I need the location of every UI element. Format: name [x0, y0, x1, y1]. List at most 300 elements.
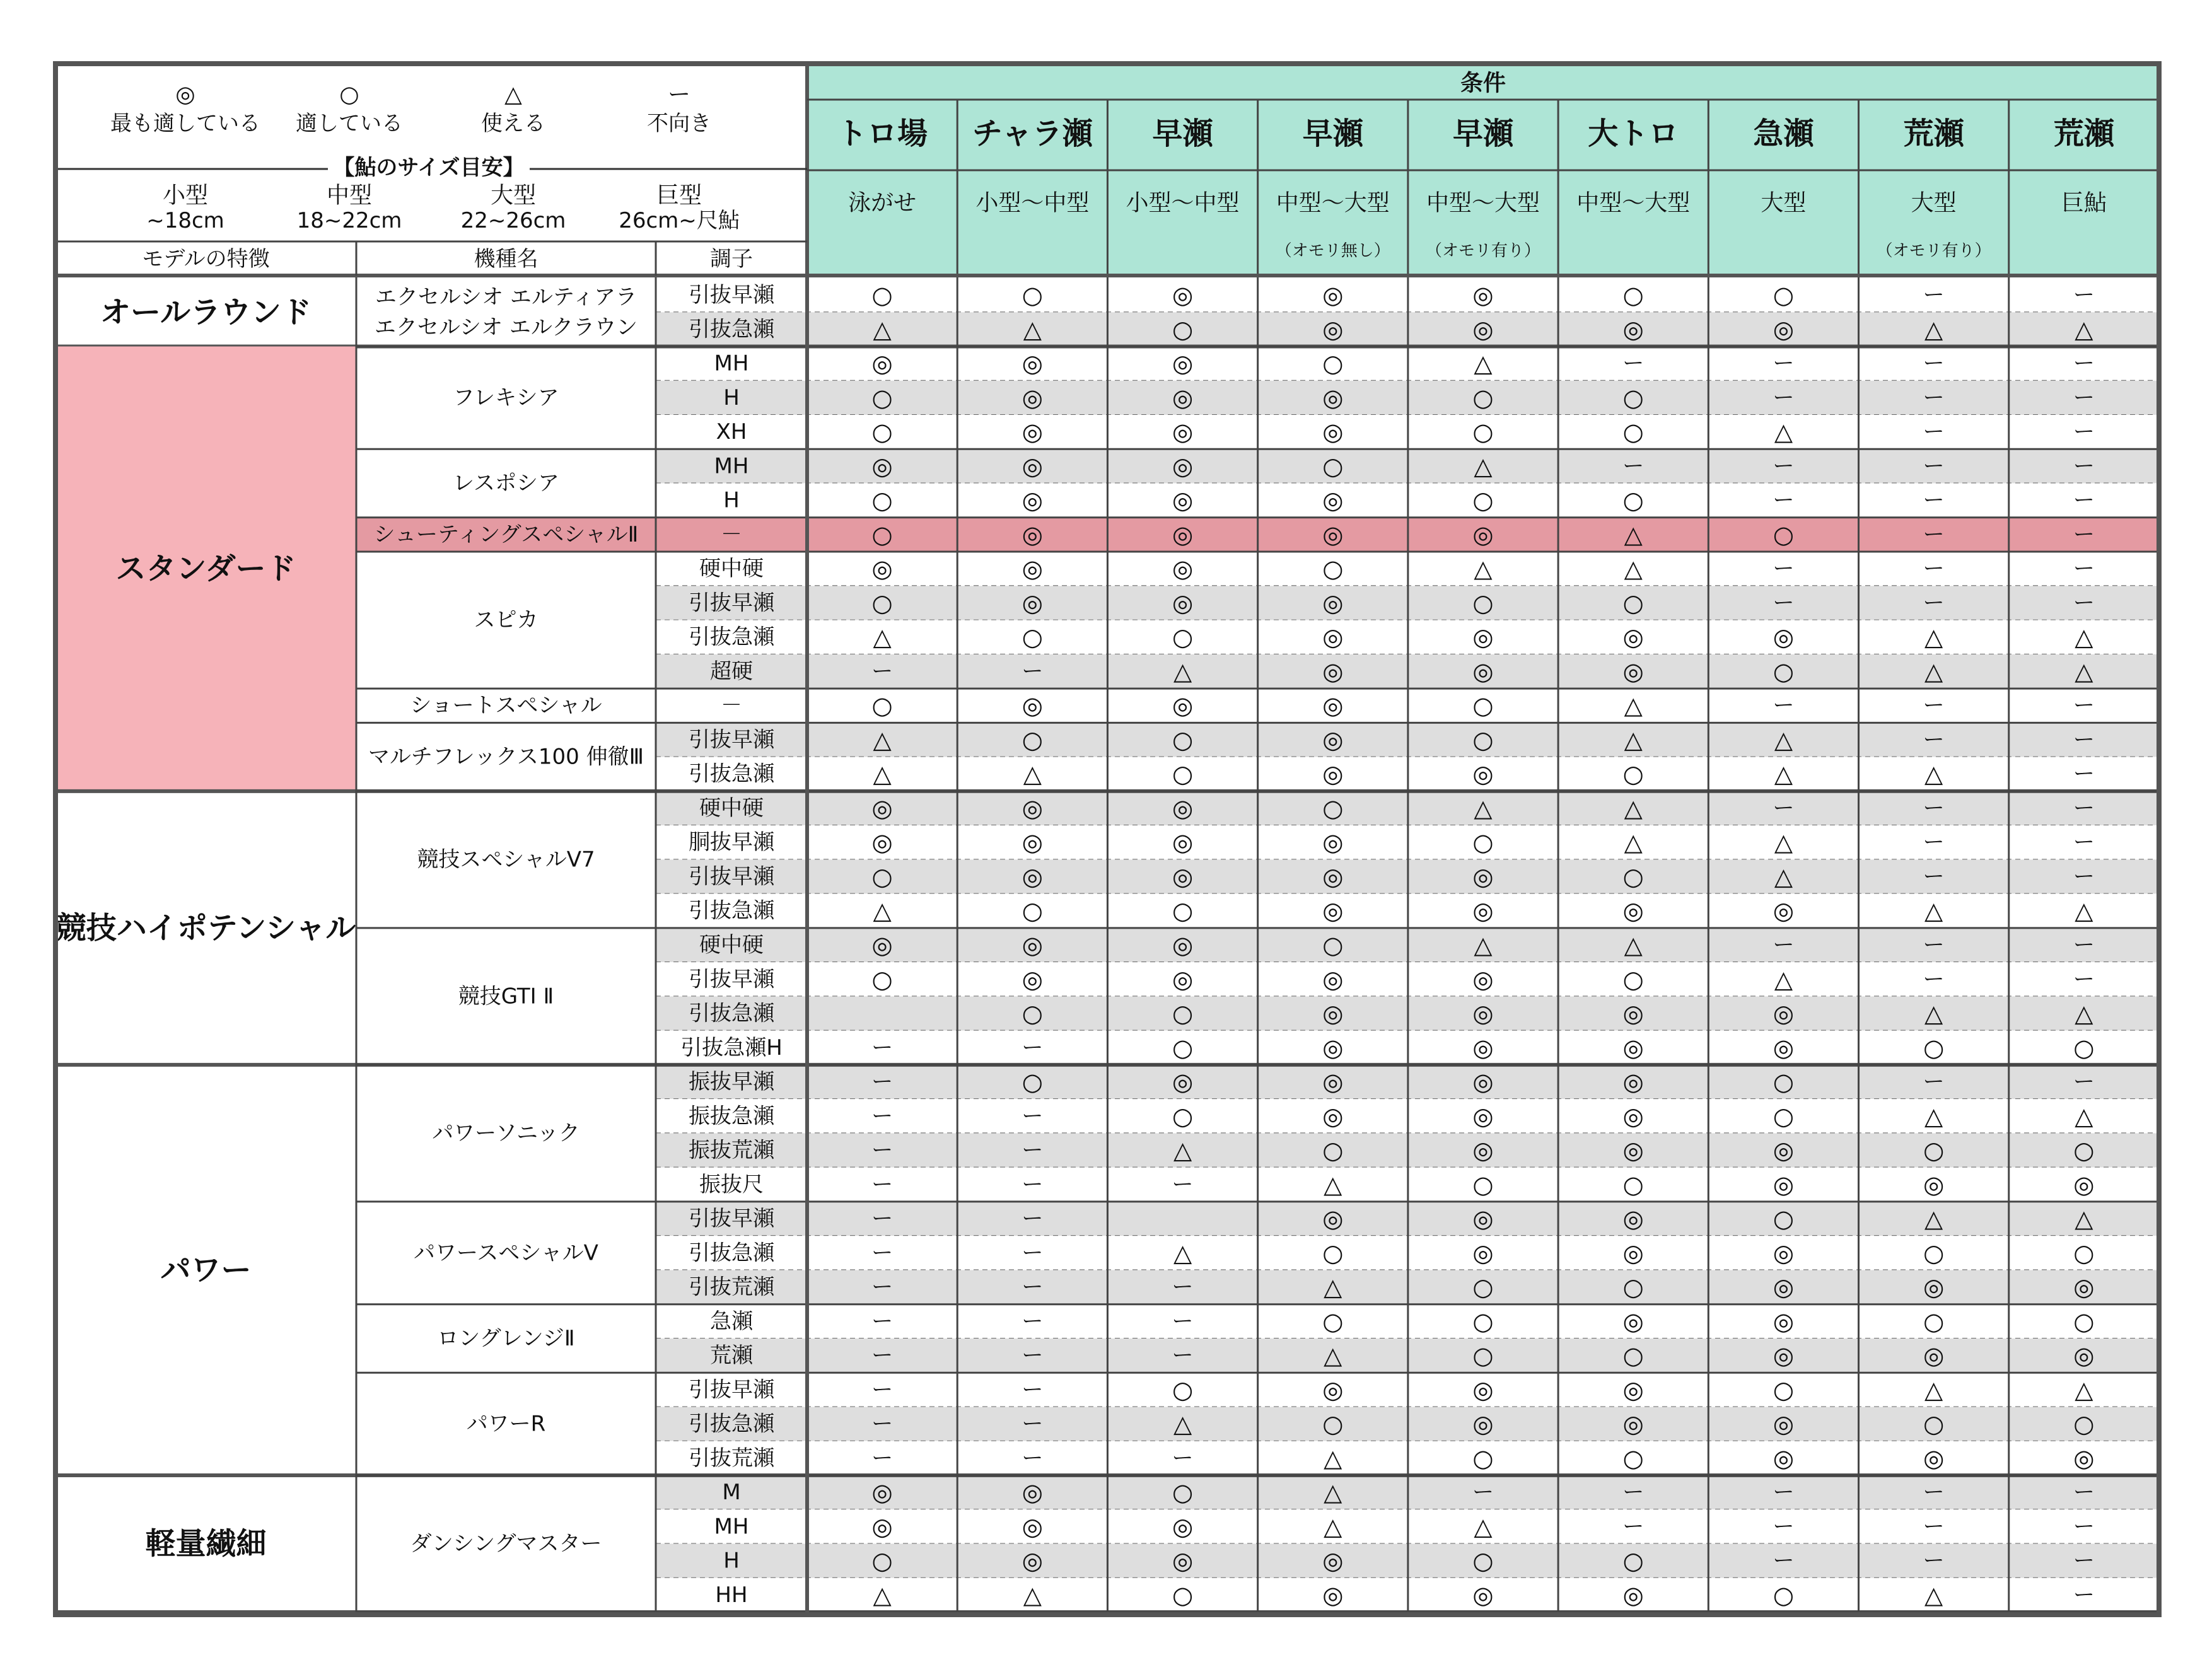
mark-dash: ー [2073, 556, 2095, 582]
action-label: 引抜急瀬 [689, 1001, 774, 1026]
mark-dash: ー [2073, 282, 2095, 308]
mark-dash: ー [1923, 453, 1945, 479]
mark-circle: ○ [1773, 1068, 1795, 1096]
mark-circle: ○ [1322, 1239, 1344, 1267]
mark-circle: ○ [1172, 1581, 1194, 1609]
mark-circle: ○ [1022, 999, 1043, 1028]
mark-dash: ー [1172, 1343, 1194, 1369]
mark-double-circle: ◎ [1773, 897, 1795, 925]
mark-dash: ー [1022, 1240, 1044, 1266]
mark-double-circle: ◎ [1773, 1342, 1795, 1370]
condition-name: 急瀬 [1753, 116, 1814, 151]
condition-note: （オモリ有り） [1876, 241, 1991, 260]
mark-triangle: △ [1924, 1376, 1943, 1404]
mark-double-circle: ◎ [2073, 1273, 2095, 1301]
mark-dash: ー [1923, 590, 1945, 616]
category-name: パワー [160, 1252, 252, 1288]
condition-name: 荒瀬 [1903, 116, 1964, 151]
mark-circle: ○ [1322, 349, 1344, 378]
mark-dash: ー [1773, 351, 1795, 376]
mark-dash: ー [2073, 795, 2095, 821]
mark-double-circle: ◎ [1472, 1205, 1494, 1233]
mark-double-circle: ◎ [1022, 1478, 1043, 1507]
mark-double-circle: ◎ [1622, 1205, 1644, 1233]
mark-triangle: △ [2075, 623, 2093, 651]
mark-circle: ○ [1622, 281, 1644, 310]
mark-double-circle: ◎ [1322, 486, 1344, 514]
mark-dash: ー [1923, 385, 1945, 410]
model-name-line: エクセルシオ エルクラウン [374, 315, 638, 340]
mark-triangle: △ [1023, 1581, 1042, 1609]
mark-double-circle: ◎ [1172, 692, 1194, 720]
mark-circle: ○ [2073, 1307, 2095, 1335]
model-name [453, 471, 559, 496]
size-name: 小型 [162, 182, 209, 209]
action-label: 引抜急瀬 [689, 898, 774, 924]
mark-triangle: △ [1924, 1205, 1943, 1233]
model-name-line: シューティングスペシャルⅡ [373, 521, 639, 547]
mark-triangle: △ [1924, 1581, 1943, 1609]
mark-double-circle: ◎ [1773, 999, 1795, 1028]
condition-name: 早瀬 [1452, 116, 1514, 151]
mark-double-circle: ◎ [1322, 315, 1344, 344]
mark-triangle: △ [1624, 520, 1643, 549]
mark-triangle: △ [1924, 315, 1943, 344]
mark-dash: ー [871, 1274, 894, 1300]
mark-double-circle: ◎ [1773, 315, 1795, 344]
condition-size: 中型～大型 [1576, 190, 1691, 216]
mark-triangle: △ [1774, 965, 1793, 994]
mark-circle: ○ [1622, 1170, 1644, 1199]
size-range: ~18cm [146, 208, 224, 233]
mark-dash: ー [1172, 1308, 1194, 1334]
mark-circle: ○ [871, 520, 893, 549]
mark-circle: ○ [1022, 1068, 1043, 1096]
col-header-feature: モデルの特徴 [142, 247, 270, 272]
mark-circle: ○ [1472, 1307, 1494, 1335]
mark-dash: ー [871, 1308, 894, 1334]
mark-circle: ○ [1472, 418, 1494, 446]
mark-double-circle: ◎ [871, 1513, 893, 1541]
mark-circle: ○ [1622, 1342, 1644, 1370]
mark-double-circle: ◎ [1022, 965, 1043, 994]
mark-triangle: △ [873, 726, 892, 754]
mark-circle: ○ [871, 965, 893, 994]
mark-triangle: △ [1173, 1410, 1192, 1438]
model-name [467, 1412, 546, 1437]
mark-double-circle: ◎ [1622, 1136, 1644, 1164]
mark-double-circle: ◎ [1622, 1068, 1644, 1096]
mark-double-circle: ◎ [1472, 1102, 1494, 1130]
mark-dash: ー [1773, 795, 1795, 821]
mark-circle: ○ [1773, 520, 1795, 549]
mark-dash: ー [1923, 1069, 1945, 1095]
action-label: 引抜早瀬 [689, 1377, 774, 1403]
mark-circle: ○ [1923, 1307, 1945, 1335]
mark-double-circle: ◎ [1322, 897, 1344, 925]
mark-double-circle: ◎ [1172, 1513, 1194, 1541]
mark-double-circle: ◎ [1322, 1581, 1344, 1609]
mark-triangle: △ [1624, 931, 1643, 959]
mark-circle: ○ [1622, 1547, 1644, 1575]
mark-dash: ー [1923, 693, 1945, 719]
action-label: 振抜荒瀬 [689, 1137, 774, 1163]
mark-triangle: △ [1474, 349, 1493, 378]
mark-dash: ー [1923, 1480, 1945, 1506]
mark-circle: ○ [1322, 1136, 1344, 1164]
mark-dash: ー [1622, 453, 1644, 479]
mark-dash: ー [1022, 1411, 1044, 1437]
action-label: 引抜急瀬 [689, 761, 774, 787]
mark-circle: ○ [871, 418, 893, 446]
mark-double-circle: ◎ [1022, 520, 1043, 549]
mark-dash: ー [1022, 1103, 1044, 1129]
mark-dash: ー [871, 1343, 894, 1369]
mark-circle: ○ [1172, 999, 1194, 1028]
size-range: 22~26cm [460, 208, 566, 233]
mark-circle: ○ [1472, 726, 1494, 754]
mark-dash: ー [2073, 1069, 2095, 1095]
mark-dash: ー [871, 1171, 894, 1197]
model-name [474, 608, 538, 633]
mark-double-circle: ◎ [1472, 965, 1494, 994]
mark-dash: ー [1773, 487, 1795, 513]
mark-double-circle: ◎ [1622, 1102, 1644, 1130]
mark-double-circle: ◎ [1322, 692, 1344, 720]
mark-circle: ○ [1472, 828, 1494, 857]
mark-double-circle: ◎ [1322, 726, 1344, 754]
mark-circle: ○ [1622, 486, 1644, 514]
model-name-line: ロングレンジⅡ [437, 1325, 575, 1351]
model-name-line: エクセルシオ エルティアラ [375, 284, 637, 310]
mark-circle: ○ [1172, 315, 1194, 344]
mark-double-circle: ◎ [1022, 555, 1043, 583]
action-label: H [723, 487, 740, 513]
mark-circle: ○ [1472, 486, 1494, 514]
model-name-line: 競技GTI Ⅱ [458, 984, 554, 1009]
mark-dash: ー [1923, 419, 1945, 445]
mark-dash: ー [1773, 1548, 1795, 1574]
action-label: 引抜急瀬 [689, 624, 774, 650]
mark-dash: ー [2073, 693, 2095, 719]
mark-triangle: △ [1173, 657, 1192, 685]
mark-circle: ○ [1022, 726, 1043, 754]
mark-double-circle: ◎ [1022, 383, 1043, 412]
mark-triangle: △ [1774, 862, 1793, 891]
mark-double-circle: ◎ [1472, 760, 1494, 788]
mark-double-circle: ◎ [1773, 623, 1795, 651]
mark-dash: ー [2073, 590, 2095, 616]
mark-dash: ー [1022, 1308, 1044, 1334]
action-label: MH [714, 351, 749, 376]
mark-double-circle: ◎ [1773, 1033, 1795, 1062]
mark-double-circle: ◎ [1022, 692, 1043, 720]
category-name: スタンダード [115, 551, 296, 587]
mark-double-circle: ◎ [1022, 589, 1043, 617]
legend-symbol: △ [504, 81, 522, 108]
mark-triangle: △ [873, 315, 892, 344]
mark-double-circle: ◎ [1622, 1033, 1644, 1062]
mark-circle: ○ [1472, 1170, 1494, 1199]
mark-triangle: △ [873, 623, 892, 651]
model-name [374, 522, 639, 547]
condition-name: 早瀬 [1302, 116, 1363, 151]
mark-triangle: △ [1624, 828, 1643, 857]
action-label: 引抜急瀬 [689, 316, 774, 342]
mark-triangle: △ [2075, 897, 2093, 925]
mark-double-circle: ◎ [871, 828, 893, 857]
mark-dash: ー [2073, 830, 2095, 856]
mark-dash: ー [1923, 864, 1945, 890]
model-name [414, 1240, 598, 1265]
mark-dash: ー [1923, 830, 1945, 856]
mark-circle: ○ [1773, 281, 1795, 310]
mark-circle: ○ [1322, 794, 1344, 822]
action-label: 引抜早瀬 [689, 727, 774, 753]
mark-circle: ○ [2073, 1136, 2095, 1164]
mark-circle: ○ [1322, 931, 1344, 959]
mark-triangle: △ [1324, 1273, 1342, 1301]
model-name-line: パワースペシャルⅤ [414, 1240, 598, 1266]
mark-triangle: △ [1624, 794, 1643, 822]
mark-double-circle: ◎ [1472, 862, 1494, 891]
action-label: 引抜早瀬 [689, 864, 774, 890]
mark-double-circle: ◎ [1322, 999, 1344, 1028]
mark-circle: ○ [1773, 1102, 1795, 1130]
mark-circle: ○ [871, 383, 893, 412]
mark-double-circle: ◎ [1172, 383, 1194, 412]
mark-dash: ー [1022, 1137, 1044, 1163]
mark-dash: ー [2073, 351, 2095, 376]
action-label: 引抜急瀬 [689, 1240, 774, 1266]
mark-triangle: △ [1474, 794, 1493, 822]
legend-label: 適している [296, 111, 403, 136]
condition-size: 泳がせ [848, 190, 917, 216]
mark-triangle: △ [1324, 1170, 1342, 1199]
mark-double-circle: ◎ [1773, 1410, 1795, 1438]
mark-circle: ○ [1923, 1136, 1945, 1164]
mark-double-circle: ◎ [1172, 1068, 1194, 1096]
action-label: 荒瀬 [710, 1343, 753, 1369]
action-label: 引抜急瀬 [689, 1411, 774, 1437]
mark-dash: ー [871, 1206, 894, 1232]
mark-double-circle: ◎ [1322, 1102, 1344, 1130]
action-label: M [722, 1480, 741, 1506]
action-label: 引抜急瀬H [680, 1035, 783, 1060]
mark-circle: ○ [1172, 1376, 1194, 1404]
mark-circle: ○ [871, 1547, 893, 1575]
size-range: 26cm~尺鮎 [619, 208, 740, 233]
action-label: 引抜早瀬 [689, 967, 774, 992]
mark-dash: ー [871, 1377, 894, 1403]
mark-triangle: △ [1324, 1478, 1342, 1507]
model-name-line: ショートスペシャル [410, 693, 602, 719]
mark-dash: ー [1022, 1171, 1044, 1197]
mark-dash: ー [871, 1069, 894, 1095]
mark-circle: ○ [1322, 1410, 1344, 1438]
mark-dash: ー [2073, 761, 2095, 787]
mark-double-circle: ◎ [1322, 1068, 1344, 1096]
mark-triangle: △ [1474, 452, 1493, 480]
mark-dash: ー [1472, 1480, 1494, 1506]
condition-name: 早瀬 [1152, 116, 1213, 151]
mark-triangle: △ [1924, 999, 1943, 1028]
mark-dash: ー [1923, 1548, 1945, 1574]
mark-circle: ○ [1172, 1033, 1194, 1062]
mark-double-circle: ◎ [1622, 1239, 1644, 1267]
model-name [417, 847, 595, 872]
mark-triangle: △ [1924, 657, 1943, 685]
mark-double-circle: ◎ [1022, 418, 1043, 446]
mark-triangle: △ [1774, 726, 1793, 754]
model-name [458, 984, 554, 1009]
col-header-name: 機種名 [474, 247, 538, 272]
mark-circle: ○ [1622, 1444, 1644, 1472]
mark-triangle: △ [1774, 828, 1793, 857]
mark-double-circle: ◎ [2073, 1170, 2095, 1199]
mark-double-circle: ◎ [1322, 520, 1344, 549]
mark-double-circle: ◎ [1172, 862, 1194, 891]
mark-dash: ー [2073, 1548, 2095, 1574]
mark-double-circle: ◎ [1923, 1273, 1945, 1301]
mark-dash: ー [1022, 1206, 1044, 1232]
mark-double-circle: ◎ [1322, 828, 1344, 857]
model-name [410, 1531, 602, 1556]
mark-double-circle: ◎ [1472, 1410, 1494, 1438]
mark-double-circle: ◎ [871, 794, 893, 822]
mark-dash: ー [1773, 453, 1795, 479]
mark-double-circle: ◎ [1172, 1547, 1194, 1575]
condition-size: 大型 [1761, 190, 1807, 216]
mark-circle: ○ [1923, 1239, 1945, 1267]
mark-double-circle: ◎ [1172, 931, 1194, 959]
mark-circle: ○ [1923, 1410, 1945, 1438]
legend-symbol: ◎ [175, 81, 195, 108]
mark-dash: ー [871, 1240, 894, 1266]
mark-double-circle: ◎ [1322, 281, 1344, 310]
mark-triangle: △ [1324, 1342, 1342, 1370]
mark-circle: ○ [871, 589, 893, 617]
size-name: 中型 [326, 182, 373, 209]
mark-circle: ○ [1773, 1205, 1795, 1233]
mark-circle: ○ [1022, 623, 1043, 651]
mark-triangle: △ [873, 1581, 892, 1609]
mark-circle: ○ [1622, 589, 1644, 617]
mark-double-circle: ◎ [1172, 965, 1194, 994]
condition-size: 中型～大型 [1426, 190, 1540, 216]
mark-circle: ○ [1322, 555, 1344, 583]
mark-double-circle: ◎ [1472, 1068, 1494, 1096]
mark-dash: ー [1022, 1445, 1044, 1471]
mark-double-circle: ◎ [1022, 486, 1043, 514]
mark-triangle: △ [1173, 1136, 1192, 1164]
mark-circle: ○ [1022, 897, 1043, 925]
action-label: 硬中硬 [699, 932, 764, 958]
condition-size: 大型 [1911, 190, 1957, 216]
model-name-line: フレキシア [453, 385, 559, 410]
mark-circle: ○ [1923, 1033, 1945, 1062]
action-label: 引抜早瀬 [689, 282, 774, 308]
mark-double-circle: ◎ [2073, 1342, 2095, 1370]
mark-circle: ○ [1022, 281, 1043, 310]
legend-label: 不向き [647, 111, 711, 136]
mark-double-circle: ◎ [1172, 794, 1194, 822]
mark-double-circle: ◎ [871, 555, 893, 583]
mark-dash: ー [1773, 932, 1795, 958]
mark-dash: ー [2073, 1480, 2095, 1506]
action-label: － [721, 521, 742, 547]
mark-circle: ○ [1472, 383, 1494, 412]
action-label: 振抜急瀬 [689, 1103, 774, 1129]
model-name [453, 385, 559, 410]
category-name: オールラウンド [100, 294, 312, 330]
mark-circle: ○ [1472, 589, 1494, 617]
mark-triangle: △ [1624, 555, 1643, 583]
mark-triangle: △ [1924, 760, 1943, 788]
mark-circle: ○ [871, 486, 893, 514]
mark-double-circle: ◎ [1172, 828, 1194, 857]
model-name-line: レスポシア [453, 470, 559, 496]
mark-triangle: △ [1023, 760, 1042, 788]
mark-triangle: △ [1624, 692, 1643, 720]
mark-double-circle: ◎ [1472, 1581, 1494, 1609]
mark-dash: ー [1923, 1514, 1945, 1540]
mark-double-circle: ◎ [1022, 452, 1043, 480]
action-label: XH [716, 419, 747, 445]
mark-double-circle: ◎ [1322, 1033, 1344, 1062]
condition-size: 小型～中型 [1126, 190, 1240, 216]
mark-dash: ー [2073, 419, 2095, 445]
mark-double-circle: ◎ [1322, 965, 1344, 994]
model-name [410, 693, 602, 718]
legend-symbol: ○ [339, 81, 359, 108]
mark-double-circle: ◎ [1622, 623, 1644, 651]
mark-double-circle: ◎ [1322, 1376, 1344, 1404]
mark-double-circle: ◎ [1322, 383, 1344, 412]
mark-double-circle: ◎ [1923, 1342, 1945, 1370]
model-name-line: 競技スペシャルV7 [417, 847, 595, 873]
mark-circle: ○ [2073, 1033, 2095, 1062]
mark-triangle: △ [2075, 1102, 2093, 1130]
mark-dash: ー [1773, 1514, 1795, 1540]
mark-dash: ー [1172, 1445, 1194, 1471]
mark-circle: ○ [1172, 726, 1194, 754]
mark-dash: ー [1022, 658, 1044, 684]
mark-dash: ー [1773, 590, 1795, 616]
mark-double-circle: ◎ [1472, 999, 1494, 1028]
mark-dash: ー [2073, 1582, 2095, 1608]
condition-size: 巨鮎 [2061, 190, 2107, 216]
mark-double-circle: ◎ [1472, 1033, 1494, 1062]
col-header-action: 調子 [710, 247, 753, 272]
mark-double-circle: ◎ [1322, 589, 1344, 617]
mark-dash: ー [1923, 556, 1945, 582]
mark-dash: ー [1622, 351, 1644, 376]
mark-dash: ー [1172, 1274, 1194, 1300]
mark-double-circle: ◎ [1322, 862, 1344, 891]
mark-circle: ○ [1322, 1307, 1344, 1335]
mark-triangle: △ [1924, 1102, 1943, 1130]
mark-double-circle: ◎ [1172, 452, 1194, 480]
size-range: 18~22cm [296, 208, 402, 233]
mark-double-circle: ◎ [1773, 1170, 1795, 1199]
action-label: MH [714, 1514, 749, 1540]
mark-double-circle: ◎ [1322, 760, 1344, 788]
condition-size: 中型～大型 [1276, 190, 1390, 216]
mark-circle: ○ [1622, 1273, 1644, 1301]
mark-double-circle: ◎ [1923, 1170, 1945, 1199]
mark-circle: ○ [871, 281, 893, 310]
